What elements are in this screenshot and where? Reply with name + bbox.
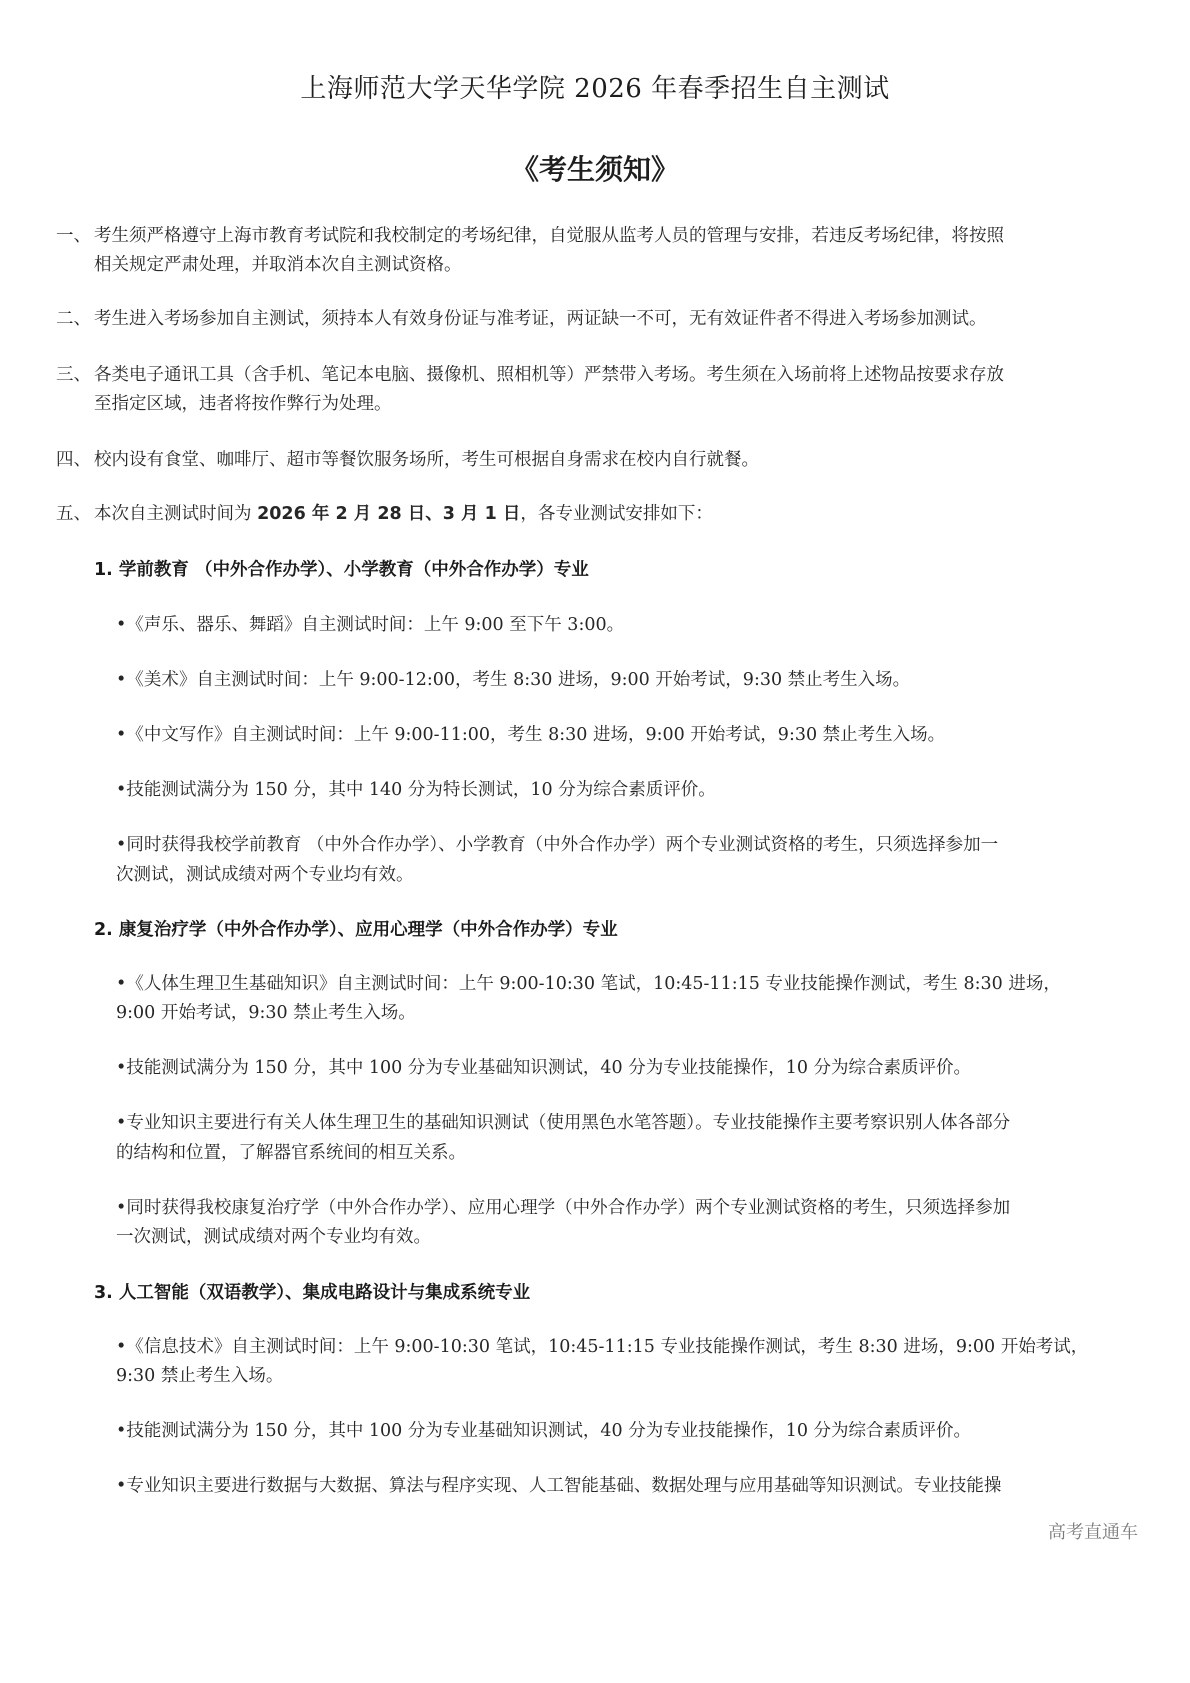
rule-5-prefix: 本次自主测试时间为 [94,504,258,524]
rule-2-number: 二、 [56,309,91,329]
document-title: 上海师范大学天华学院 2026 年春季招生自主测试 [300,74,890,104]
section-2-bullet-3-line-2: 的结构和位置，了解器官系统间的相互关系。 [116,1143,466,1163]
section-1-bullet-1: •《声乐、器乐、舞蹈》自主测试时间：上午 9:00 至下午 3:00。 [116,615,625,635]
rule-5-number: 五、 [56,504,91,524]
section-3-heading: 3. 人工智能（双语教学）、集成电路设计与集成系统专业 [94,1283,531,1303]
section-3-bullet-3: •专业知识主要进行数据与大数据、算法与程序实现、人工智能基础、数据处理与应用基础等知识测试。专业技能操 [116,1476,1002,1496]
rule-1-line-1: 考生须严格遵守上海市教育考试院和我校制定的考场纪律，自觉服从监考人员的管理与安排，若违反考场纪律，将按照 [94,226,1004,246]
rule-3-line-1: 各类电子通讯工具（含手机、笔记本电脑、摄像机、照相机等）严禁带入考场。考生须在入场前将上述物品按要求存放 [94,365,1004,385]
rule-5-dates: 2026 年 2 月 28 日、3 月 1 日 [257,504,521,524]
section-3-bullet-1-line-2: 9:30 禁止考生入场。 [116,1366,284,1386]
section-2-bullet-4-line-1: •同时获得我校康复治疗学（中外合作办学）、应用心理学（中外合作办学）两个专业测试资格的考生，只须选择参加 [116,1198,1011,1218]
section-1-bullet-3: •《中文写作》自主测试时间：上午 9:00-11:00，考生 8:30 进场，9:00 开始考试，9:30 禁止考生入场。 [116,725,946,745]
section-1-bullet-5-line-1: •同时获得我校学前教育 （中外合作办学）、小学教育（中外合作办学）两个专业测试资格的考生，只须选择参加一 [116,835,999,855]
section-1-heading: 1. 学前教育 （中外合作办学）、小学教育（中外合作办学）专业 [94,560,589,580]
rule-3-line-2: 至指定区域，违者将按作弊行为处理。 [94,394,392,414]
watermark-text: 高考直通车 [1048,1522,1138,1543]
rule-1-number: 一、 [56,226,91,246]
section-2-bullet-1-line-1: •《人体生理卫生基础知识》自主测试时间：上午 9:00-10:30 笔试，10:45-11:15 专业技能操作测试，考生 8:30 进场， [116,974,1061,994]
rule-4-line-1: 校内设有食堂、咖啡厅、超市等餐饮服务场所，考生可根据自身需求在校内自行就餐。 [94,450,759,470]
rule-3-number: 三、 [56,365,91,385]
section-3-bullet-1-line-1: •《信息技术》自主测试时间：上午 9:00-10:30 笔试，10:45-11:15 专业技能操作测试，考生 8:30 进场，9:00 开始考试， [116,1337,1089,1357]
rule-2-line-1: 考生进入考场参加自主测试，须持本人有效身份证与准考证，两证缺一不可，无有效证件者不得进入考场参加测试。 [94,309,987,329]
section-3-bullet-2: •技能测试满分为 150 分，其中 100 分为专业基础知识测试，40 分为专业技能操作，10 分为综合素质评价。 [116,1421,972,1441]
section-2-bullet-4-line-2: 一次测试，测试成绩对两个专业均有效。 [116,1227,431,1247]
section-1-bullet-5-line-2: 次测试，测试成绩对两个专业均有效。 [116,865,414,885]
section-1-bullet-4: •技能测试满分为 150 分，其中 140 分为特长测试，10 分为综合素质评价。 [116,780,716,800]
section-2-bullet-1-line-2: 9:00 开始考试，9:30 禁止考生入场。 [116,1003,416,1023]
section-2-bullet-2: •技能测试满分为 150 分，其中 100 分为专业基础知识测试，40 分为专业技能操作，10 分为综合素质评价。 [116,1058,972,1078]
rule-4-number: 四、 [56,450,91,470]
section-2-heading: 2. 康复治疗学（中外合作办学）、应用心理学（中外合作办学）专业 [94,920,618,940]
section-1-bullet-2: •《美术》自主测试时间：上午 9:00-12:00，考生 8:30 进场，9:00 开始考试，9:30 禁止考生入场。 [116,670,911,690]
document-subtitle: 《考生须知》 [510,153,679,186]
rule-1-line-2: 相关规定严肃处理，并取消本次自主测试资格。 [94,255,462,275]
rule-5-line-1 [94,500,713,529]
section-2-bullet-3-line-1: •专业知识主要进行有关人体生理卫生的基础知识测试（使用黑色水笔答题）。专业技能操作主要考察识别人体各部分 [116,1113,1011,1133]
rule-5-suffix: ，各专业测试安排如下： [520,504,713,524]
